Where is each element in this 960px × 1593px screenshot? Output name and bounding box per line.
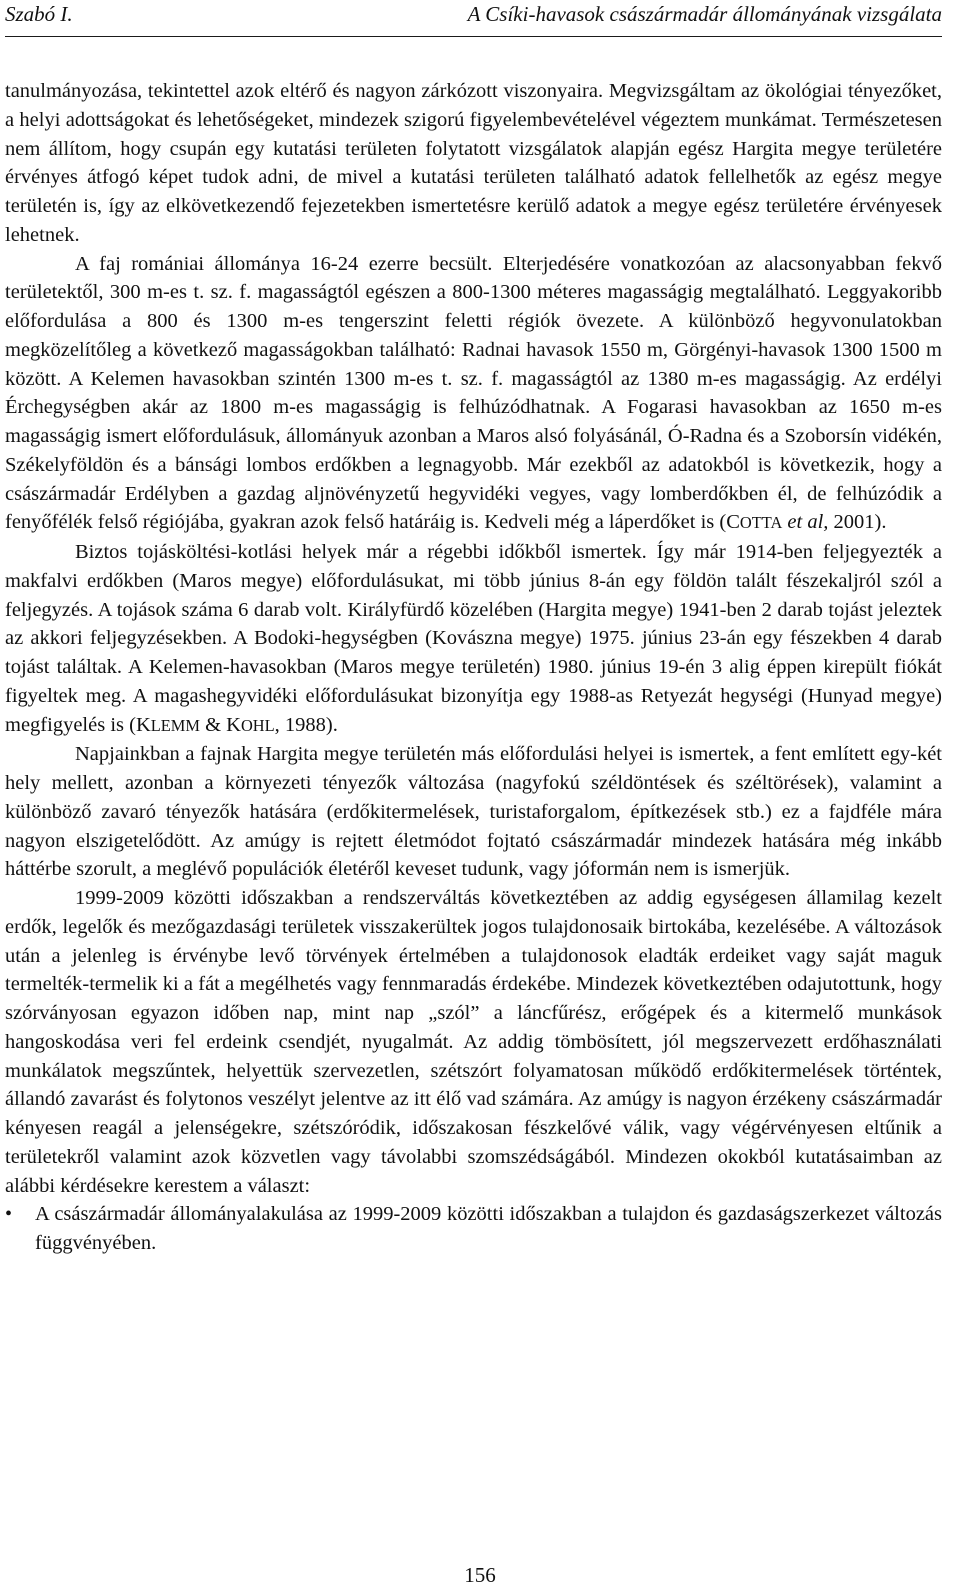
running-header xyxy=(5,0,942,37)
paragraph-2-text: A faj romániai állománya 16-24 ezerre becsült. Elterjedésére vonatkozóan az alacsonyabban fekvő területektől, 300 m-es t. sz. f. magasságtól egészen a 800-1300 méteres magasságig megtalálható. Leggyakoribb előfordulása a 800 és 1300 m-es tengerszint feletti régiók övezete. A különböző hegyvonulatokban megközelítőleg a következő magasságokban található: Radnai havasok 1550 m, Görgényi-havasok 1300 1500 m között. A Kelemen havasokban szintén 1300 m-es t. sz. f. magasságtól az 1380 m-es magasságig. Az erdélyi Érchegységben akár az 1800 m-es magasságig is felhúzódhatnak. A Fogarasi havasokban az 1650 m-es magasságig ismert előfordulásuk, állományuk azonban a Maros alsó folyásánál, Ó-Radna és a Szoborsín vidékén, Székelyföldön és a bánsági lombos erdőkben a legnagyobb. Már ezekből az adatokból is következik, hogy a császármadár Erdélyben a gazdag aljnövényzetű hegyvidéki vegyes, vagy lomberdőkben él, de felhúzódik a fenyőfélék felső régiójába, gyakran azok felső határáig is. Kedveli még a láperdőket is ( xyxy=(5,252,942,534)
paragraph-3-text: Biztos tojásköltési-kotlási helyek már a régebbi időkből ismertek. Így már 1914-ben feljegyezték a makfalvi erdőkben (Maros megye) előfordulásukat, mi több június 8-án egy földön talált fészekaljról szól a feljegyzés. A tojások száma 6 darab volt. Királyfürdő közelében (Hargita megye) 1941-ben 2 darab tojást jeleztek az akkori feljegyzésekben. A Bodoki-hegységben (Kovászna megye) 1975. június 23-án egy fészekben 4 darab tojást találtak. A Kelemen-havasokban (Maros megye területén) 1980. június 19-én 3 alig éppen kirepült fiókát figyeltek meg. A magashegyvidéki előfordulásukat bizonyítja egy 1988-as Retyezát hegységi (Hunyad megye) megfigyelés is ( xyxy=(5,541,942,736)
citation-et-al: et al, xyxy=(782,511,829,534)
bullet-icon: • xyxy=(5,1203,13,1226)
citation-cotta-initial: C xyxy=(726,511,740,534)
citation-klemm-initial: K xyxy=(135,713,151,736)
paragraph-3 xyxy=(5,538,942,740)
header-author: Szabó I. xyxy=(5,2,73,26)
bullet-text: A császármadár állományalakulása az 1999-2009 közötti időszakban a tulajdon és gazdaságszerkezet változás függvényében. xyxy=(35,1203,942,1254)
header-title: A Csíki-havasok császármadár állományának vizsgálata xyxy=(467,2,942,26)
citation-year-klemm: , 1988). xyxy=(274,713,338,736)
citation-year-cotta: 2001). xyxy=(828,511,887,534)
paragraph-5-text: 1999-2009 közötti időszakban a rendszerváltás következtében az addig egységesen államilag kezelt erdők, legelők és mezőgazdasági területek visszakerültek jogos tulajdonosaik birtokába, kezelésébe. A változások után a jelenleg is érvénybe levő törvények értelmében a tulajdonosok eladták erdeiket vagy saját maguk termelték-termelik ki a fát a megélhetés vagy fennmaradás érdekébe. Mindezek következtében odajutottunk, hogy szórványosan egyazon időben nap, mint nap „szól” a láncfűrész, erőgépek és a kitermelő munkások hangoskodása veri fel erdeink csendjét, nyugalmát. Az addig tömbösített, jól megszervezett erdőhasználati munkálatok megszűntek, helyettük szervezetlen, szétszórt folyamatosan működő erdőkitermelések történtek, állandó zavarást és folytonos veszélyt jelentve az itt élő vad számára. Az amúgy is nagyon érzékeny császármadár kényesen reagál a jelenségekre, szétszóródik, időszakosan fészkelővé válik, vagy végérvényesen eltűnik a területekről valamint azok közvetlen vagy távolabbi szomszédságából. Mindezen okokból kutatásaimban az alábbi kérdésekre kerestem a választ: xyxy=(5,887,942,1197)
paragraph-5 xyxy=(5,884,942,1200)
page-number: 156 xyxy=(464,1563,496,1587)
paragraph-4 xyxy=(5,740,942,884)
body-text xyxy=(5,77,942,1258)
citation-klemm-rest: LEMM xyxy=(150,715,200,735)
bullet-list-item xyxy=(5,1200,942,1258)
citation-kohl-rest: OHL xyxy=(240,715,275,735)
paragraph-1 xyxy=(5,77,942,250)
citation-kohl-initial: K xyxy=(226,713,241,736)
paragraph-1-text: tanulmányozása, tekintettel azok eltérő és nagyon zárkózott viszonyaira. Megvizsgáltam az ökológiai tényezőket, a helyi adottságokat és lehetőségeket, mindezek szigorú figyelembevételével végeztem munkámat. Természetesen nem állítom, hogy csupán egy kutatási területen folytatott vizsgálatok alapján egész Hargita megye területére érvényes átfogó képet tudok adni, de mivel a kutatási területen található adatok fellelhetők az egész megye területén is, így az elkövetkezendő fejezetekben ismertetésre kerülő adatok a megye egész területére érvényesek lehetnek. xyxy=(5,80,942,246)
paragraph-2 xyxy=(5,250,942,539)
citation-cotta-rest: OTTA xyxy=(739,513,783,533)
paragraph-4-text: Napjainkban a fajnak Hargita megye területén más előfordulási helyei is ismertek, a fent említett egy-két hely mellett, azonban a környezeti tényezők változása (nagyfokú széldöntések és széltörések), valamint a különböző zavaró tényezők hatására (erdőkitermelések, turistaforgalom, építkezések stb.) ez a fajdféle mára nagyon elszigetelődött. Az amúgy is rejtett életmódot fojtató császármadár mindezek hatására még inkább háttérbe szorult, a meglévő populációk életéről keveset tudunk, vagy jóformán nem is ismerjük. xyxy=(5,743,942,881)
citation-ampersand: & xyxy=(199,713,227,736)
